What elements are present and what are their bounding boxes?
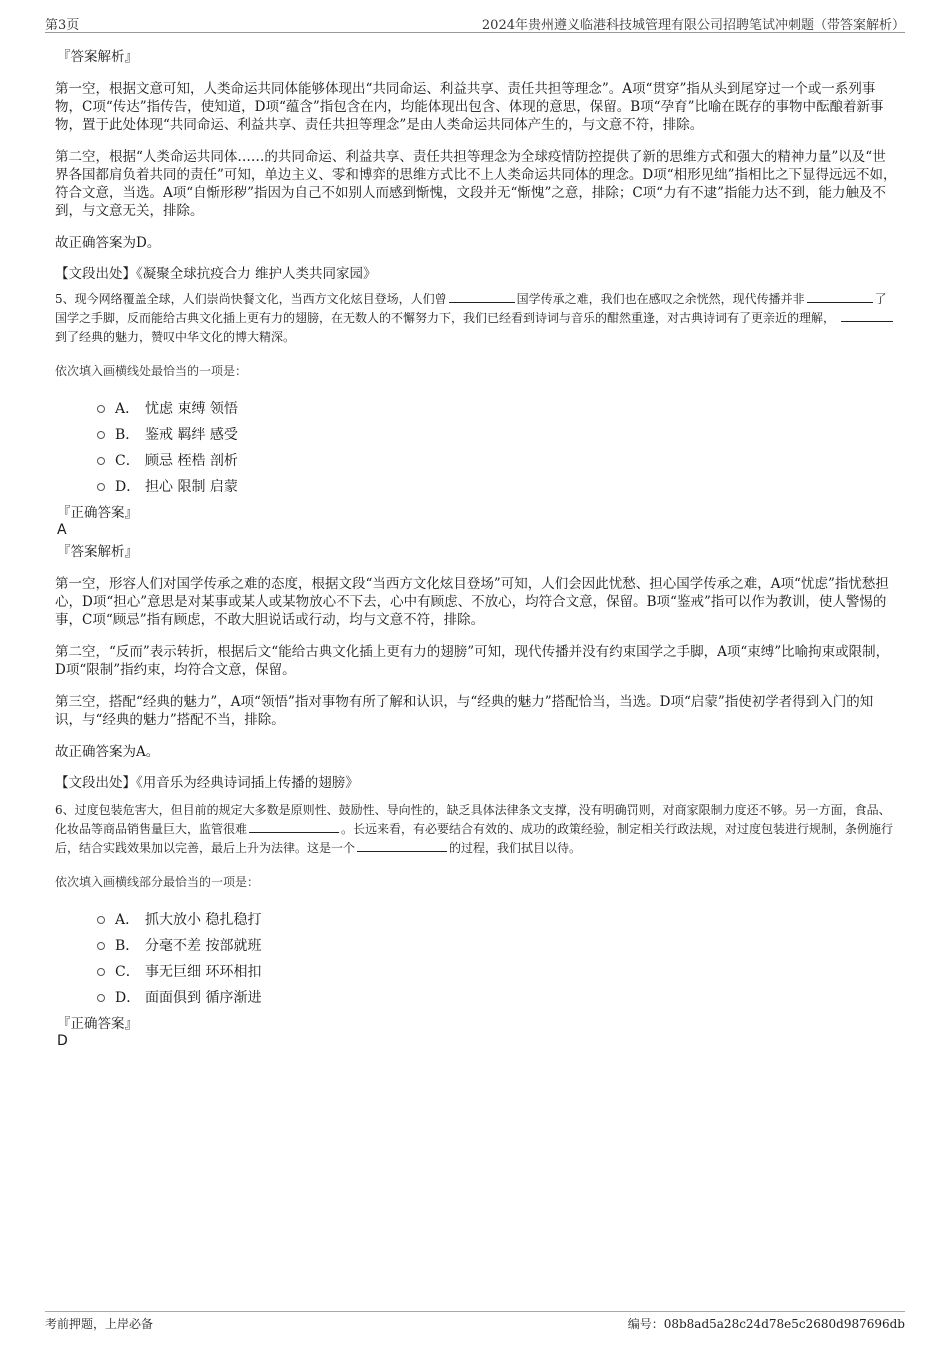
- q4-analysis-label: 『答案解析』: [57, 49, 138, 65]
- q4-conclusion: 故正确答案为D。: [55, 235, 161, 251]
- q4-analysis-p1: 第一空，根据文意可知，人类命运共同体能够体现出“共同命运、利益共享、责任共担等理念”。A项“贯穿”指从头到尾穿过一个或一系列事物，C项“传达”指传告，使知道，D项“蕴含”指包含在内，均能体现出包含、体现的意思，保留。B项“孕育”比喻在既存的事物中酝酿着新事物，置于此处体现“共同命运、利益共享、责任共担等理念”是由人类命运共同体产生的，与文意不符，排除。: [55, 81, 884, 133]
- document-id: 编号：08b8ad5a28c24d78e5c2680d987696db: [627, 1317, 905, 1331]
- q4-analysis: [55, 48, 898, 283]
- q5-stem: 5、现今网络覆盖全球，人们崇尚快餐文化，当西方文化炫目登场，人们曾 国学传承之难，我们也在感叹之余恍然，现代传播并非 了国学之手脚，反而能给古典文化插上更有力的翅膀，在无数人的不懈努力下，我们已经看到诗词与音乐的酣然重逢，对古典诗词有了更亲近的理解，到了经典的魅力，赞叹中华文化的博大精深。: [55, 290, 898, 347]
- q5-option-b[interactable]: B． 鉴戒 羁绊 感受: [55, 422, 898, 448]
- radio-icon[interactable]: [97, 942, 105, 950]
- page-header: [45, 14, 905, 33]
- q6-number: 6、: [55, 803, 75, 817]
- radio-icon[interactable]: [97, 968, 105, 976]
- q4-source: 【文段出处】《凝聚全球抗疫合力 维护人类共同家园》: [55, 266, 377, 282]
- radio-icon[interactable]: [97, 431, 105, 439]
- q6-option-a[interactable]: A． 抓大放小 稳扎稳打: [55, 907, 898, 933]
- radio-icon[interactable]: [97, 916, 105, 924]
- q6-answer: D: [57, 1033, 68, 1049]
- q5-number: 5、: [55, 292, 75, 306]
- q5-blank-1: [449, 290, 515, 303]
- q5-analysis-p2: 第二空，“反而”表示转折，根据后文“能给古典文化插上更有力的翅膀”可知，现代传播并没有约束国学之手脚，A项“束缚”比喻拘束或限制，D项“限制”指约束，均符合文意，保留。: [55, 644, 890, 678]
- page-footer: [45, 1311, 905, 1332]
- q5-answer: A: [57, 522, 67, 538]
- radio-icon[interactable]: [97, 483, 105, 491]
- q6-answer-label: 『正确答案』: [57, 1016, 138, 1032]
- q5-prompt: 依次填入画横线处最恰当的一项是：: [55, 364, 248, 378]
- radio-icon[interactable]: [97, 457, 105, 465]
- radio-icon[interactable]: [97, 994, 105, 1002]
- q6-stem: 6、过度包装危害大，但目前的规定大多数是原则性、鼓励性、导向性的，缺乏具体法律条文支撑，没有明确罚则，对商家限制力度还不够。另一方面，食品、化妆品等商品销售量巨大，监管很难 。长远来看，有必要结合有效的、成功的政策经验，制定相关行政法规，对过度包装进行规制，条例施行后，结合实践效果加以完善，最后上升为法律。这是一个 的过程，我们拭目以待。: [55, 803, 894, 855]
- footer-slogan: 考前押题，上岸必备: [45, 1317, 154, 1331]
- question-6: [55, 801, 898, 1050]
- document-title: 2024年贵州遵义临港科技城管理有限公司招聘笔试冲刺题（带答案解析）: [481, 18, 905, 33]
- q5-option-a[interactable]: A． 忧虑 束缚 领悟: [55, 396, 898, 422]
- q6-option-b[interactable]: B． 分毫不差 按部就班: [55, 933, 898, 959]
- radio-icon[interactable]: [97, 405, 105, 413]
- q6-prompt: 依次填入画横线部分最恰当的一项是：: [55, 875, 260, 889]
- q5-source: 【文段出处】《用音乐为经典诗词插上传播的翅膀》: [55, 775, 359, 791]
- page-content: [55, 48, 898, 1050]
- q5-analysis-p1: 第一空，形容人们对国学传承之难的态度，根据文段“当西方文化炫目登场”可知，人们会因此忧愁、担心国学传承之难，A项“忧虑”指忧愁担心，D项“担心”意思是对某事或某人或某物放心不下去，心中有顾虑、不放心，均符合文意，保留。B项“鉴戒”指可以作为教训，使人警惕的事，C项“顾忌”指有顾虑，不敢大胆说话或行动，均与文意不符，排除。: [55, 576, 889, 628]
- q5-option-d[interactable]: D． 担心 限制 启蒙: [55, 474, 898, 500]
- q4-analysis-p2: 第二空，根据“人类命运共同体……的共同命运、利益共享、责任共担等理念为全球疫情防控提供了新的思维方式和强大的精神力量”以及“世界各国都肩负着共同的责任”可知，单边主义、零和博弈的思维方式比不上人类命运共同体的理念。D项“相形见绌”指相比之下显得远远不如，符合文意，当选。A项“自惭形秽”指因为自己不如别人而感到惭愧，文段并无“惭愧”之意，排除；C项“力有不逮”指能力达不到，能力触及不到，与文意无关，排除。: [55, 149, 897, 219]
- q5-options: [55, 396, 898, 500]
- q5-analysis-p3: 第三空，搭配“经典的魅力”，A项“领悟”指对事物有所了解和认识，与“经典的魅力”搭配恰当，当选。D项“启蒙”指使初学者得到入门的知识，与“经典的魅力”搭配不当，排除。: [55, 694, 874, 728]
- q6-option-d[interactable]: D． 面面俱到 循序渐进: [55, 985, 898, 1011]
- q6-blank-2: [357, 839, 447, 852]
- q5-answer-label: 『正确答案』: [57, 505, 138, 521]
- q5-conclusion: 故正确答案为A。: [55, 744, 160, 760]
- q5-analysis-label: 『答案解析』: [57, 544, 138, 560]
- q5-blank-3: [841, 309, 893, 322]
- q5-option-c[interactable]: C． 顾忌 桎梏 剖析: [55, 448, 898, 474]
- page-number: 第3页: [45, 18, 80, 33]
- question-5: [55, 290, 898, 792]
- q6-options: [55, 907, 898, 1011]
- q6-option-c[interactable]: C． 事无巨细 环环相扣: [55, 959, 898, 985]
- q6-blank-1: [249, 820, 339, 833]
- q5-blank-2: [807, 290, 873, 303]
